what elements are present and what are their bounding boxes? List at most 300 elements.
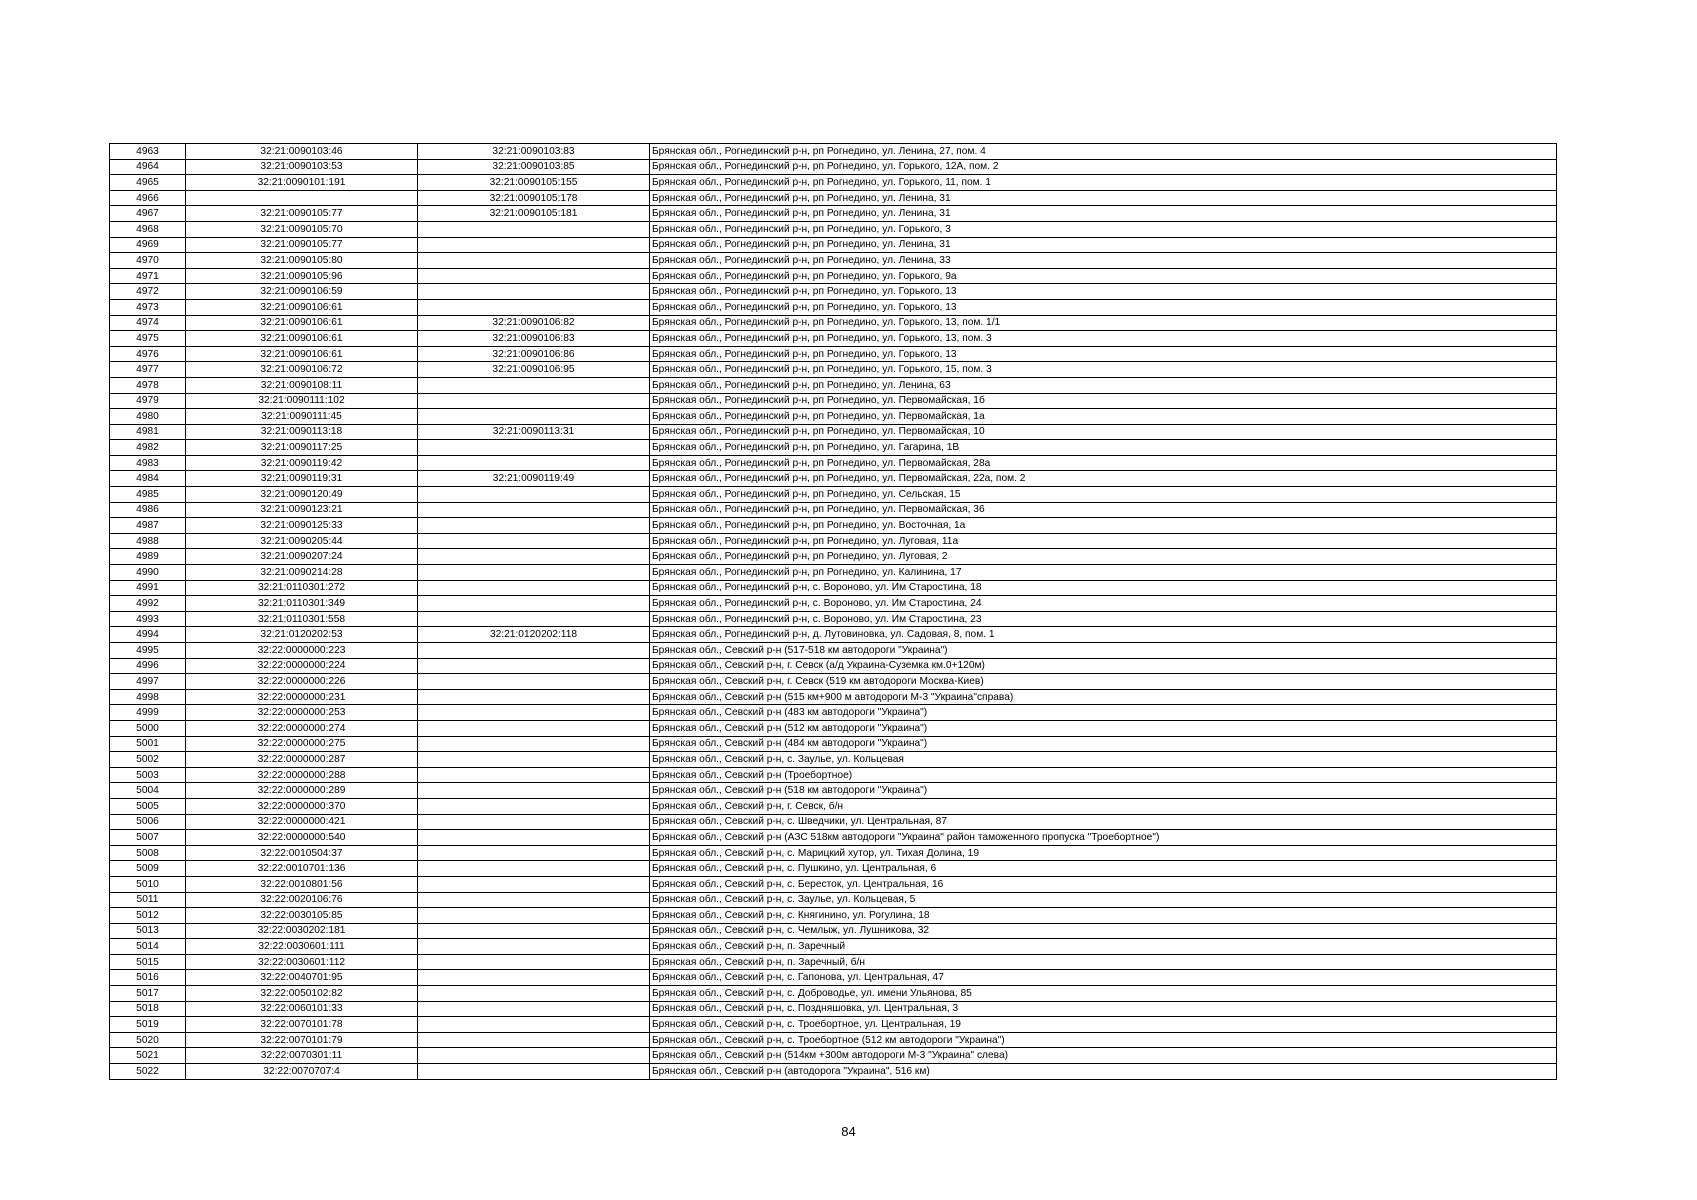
address-cell: Брянская обл., Рогнединский р-н, рп Рогнедино, ул. Гагарина, 1В bbox=[650, 440, 1557, 456]
row-number-cell: 4973 bbox=[110, 299, 186, 315]
cadastral-number-cell: 32:21:0090111:102 bbox=[186, 393, 418, 409]
row-number-cell: 4969 bbox=[110, 237, 186, 253]
table-row bbox=[110, 830, 1557, 846]
related-cadastral-number-cell bbox=[418, 658, 650, 674]
address-cell: Брянская обл., Севский р-н, с. Доброводье, ул. имени Ульянова, 85 bbox=[650, 986, 1557, 1002]
address-cell: Брянская обл., Рогнединский р-н, рп Рогнедино, ул. Горького, 12А, пом. 2 bbox=[650, 159, 1557, 175]
cadastral-number-cell: 32:22:0030202:181 bbox=[186, 923, 418, 939]
row-number-cell: 4972 bbox=[110, 284, 186, 300]
row-number-cell: 4967 bbox=[110, 206, 186, 222]
address-cell: Брянская обл., Севский р-н (АЗС 518км автодороги "Украина" район таможенного пропуска "Троебортное") bbox=[650, 830, 1557, 846]
table-row bbox=[110, 892, 1557, 908]
table-row bbox=[110, 159, 1557, 175]
cadastral-number-cell: 32:21:0090101:191 bbox=[186, 175, 418, 191]
row-number-cell: 5021 bbox=[110, 1048, 186, 1064]
address-cell: Брянская обл., Севский р-н (483 км автодороги "Украина") bbox=[650, 705, 1557, 721]
row-number-cell: 4964 bbox=[110, 159, 186, 175]
address-cell: Брянская обл., Рогнединский р-н, рп Рогнедино, ул. Первомайская, 36 bbox=[650, 502, 1557, 518]
related-cadastral-number-cell: 32:21:0090103:83 bbox=[418, 144, 650, 160]
address-cell: Брянская обл., Рогнединский р-н, рп Рогнедино, ул. Ленина, 31 bbox=[650, 237, 1557, 253]
address-cell: Брянская обл., Севский р-н, с. Заулье, ул. Кольцевая, 5 bbox=[650, 892, 1557, 908]
related-cadastral-number-cell bbox=[418, 580, 650, 596]
address-cell: Брянская обл., Рогнединский р-н, рп Рогнедино, ул. Горького, 15, пом. 3 bbox=[650, 362, 1557, 378]
row-number-cell: 5007 bbox=[110, 830, 186, 846]
cadastral-number-cell: 32:21:0090207:24 bbox=[186, 549, 418, 565]
related-cadastral-number-cell bbox=[418, 377, 650, 393]
cadastral-number-cell: 32:21:0090123:21 bbox=[186, 502, 418, 518]
address-cell: Брянская обл., Севский р-н (515 км+900 м автодороги М-3 "Украина"справа) bbox=[650, 689, 1557, 705]
row-number-cell: 4977 bbox=[110, 362, 186, 378]
cadastral-number-cell: 32:21:0090113:18 bbox=[186, 424, 418, 440]
cadastral-number-cell: 32:22:0000000:253 bbox=[186, 705, 418, 721]
row-number-cell: 4971 bbox=[110, 268, 186, 284]
cadastral-number-cell: 32:21:0090106:72 bbox=[186, 362, 418, 378]
address-cell: Брянская обл., Рогнединский р-н, рп Рогнедино, ул. Ленина, 27, пом. 4 bbox=[650, 144, 1557, 160]
related-cadastral-number-cell: 32:21:0090106:83 bbox=[418, 331, 650, 347]
row-number-cell: 4990 bbox=[110, 565, 186, 581]
table-row bbox=[110, 767, 1557, 783]
row-number-cell: 4982 bbox=[110, 440, 186, 456]
table-row bbox=[110, 471, 1557, 487]
table-row bbox=[110, 643, 1557, 659]
table-row bbox=[110, 1048, 1557, 1064]
address-cell: Брянская обл., Рогнединский р-н, рп Рогнедино, ул. Горького, 11, пом. 1 bbox=[650, 175, 1557, 191]
related-cadastral-number-cell bbox=[418, 284, 650, 300]
related-cadastral-number-cell bbox=[418, 518, 650, 534]
address-cell: Брянская обл., Севский р-н (514км +300м автодороги М-3 "Украина" слева) bbox=[650, 1048, 1557, 1064]
table-row bbox=[110, 954, 1557, 970]
row-number-cell: 4976 bbox=[110, 346, 186, 362]
address-cell: Брянская обл., Рогнединский р-н, рп Рогнедино, ул. Восточная, 1а bbox=[650, 518, 1557, 534]
table-row bbox=[110, 736, 1557, 752]
table-row bbox=[110, 206, 1557, 222]
related-cadastral-number-cell bbox=[418, 487, 650, 503]
related-cadastral-number-cell bbox=[418, 830, 650, 846]
table-row bbox=[110, 237, 1557, 253]
address-cell: Брянская обл., Рогнединский р-н, рп Рогнедино, ул. Первомайская, 1б bbox=[650, 393, 1557, 409]
cadastral-number-cell: 32:22:0060101:33 bbox=[186, 1001, 418, 1017]
table-row bbox=[110, 424, 1557, 440]
row-number-cell: 4965 bbox=[110, 175, 186, 191]
related-cadastral-number-cell: 32:21:0090113:31 bbox=[418, 424, 650, 440]
row-number-cell: 4968 bbox=[110, 221, 186, 237]
row-number-cell: 5018 bbox=[110, 1001, 186, 1017]
address-cell: Брянская обл., Севский р-н, п. Заречный bbox=[650, 939, 1557, 955]
cadastral-number-cell: 32:22:0000000:370 bbox=[186, 798, 418, 814]
cadastral-number-cell: 32:21:0110301:558 bbox=[186, 611, 418, 627]
related-cadastral-number-cell bbox=[418, 1064, 650, 1080]
address-cell: Брянская обл., Севский р-н, с. Бересток, ул. Центральная, 16 bbox=[650, 876, 1557, 892]
table-row bbox=[110, 268, 1557, 284]
row-number-cell: 4975 bbox=[110, 331, 186, 347]
related-cadastral-number-cell bbox=[418, 549, 650, 565]
related-cadastral-number-cell bbox=[418, 674, 650, 690]
row-number-cell: 4983 bbox=[110, 455, 186, 471]
cadastral-number-cell: 32:21:0090105:70 bbox=[186, 221, 418, 237]
row-number-cell: 5001 bbox=[110, 736, 186, 752]
related-cadastral-number-cell bbox=[418, 986, 650, 1002]
cadastral-number-cell: 32:22:0000000:223 bbox=[186, 643, 418, 659]
related-cadastral-number-cell: 32:21:0090106:86 bbox=[418, 346, 650, 362]
related-cadastral-number-cell bbox=[418, 1032, 650, 1048]
cadastral-number-cell: 32:21:0090105:77 bbox=[186, 206, 418, 222]
related-cadastral-number-cell bbox=[418, 923, 650, 939]
table-row bbox=[110, 221, 1557, 237]
row-number-cell: 4981 bbox=[110, 424, 186, 440]
address-cell: Брянская обл., Рогнединский р-н, рп Рогнедино, ул. Первомайская, 28а bbox=[650, 455, 1557, 471]
table-row bbox=[110, 674, 1557, 690]
cadastral-number-cell: 32:21:0090103:46 bbox=[186, 144, 418, 160]
related-cadastral-number-cell bbox=[418, 221, 650, 237]
row-number-cell: 5000 bbox=[110, 720, 186, 736]
related-cadastral-number-cell bbox=[418, 533, 650, 549]
cadastral-number-cell: 32:21:0090117:25 bbox=[186, 440, 418, 456]
related-cadastral-number-cell bbox=[418, 237, 650, 253]
related-cadastral-number-cell bbox=[418, 502, 650, 518]
related-cadastral-number-cell bbox=[418, 892, 650, 908]
table-row bbox=[110, 455, 1557, 471]
cadastral-number-cell: 32:21:0090106:61 bbox=[186, 331, 418, 347]
related-cadastral-number-cell bbox=[418, 611, 650, 627]
page-number: 84 bbox=[841, 1124, 856, 1139]
related-cadastral-number-cell bbox=[418, 767, 650, 783]
row-number-cell: 4966 bbox=[110, 190, 186, 206]
address-cell: Брянская обл., Рогнединский р-н, рп Рогнедино, ул. Ленина, 63 bbox=[650, 377, 1557, 393]
related-cadastral-number-cell bbox=[418, 876, 650, 892]
registry-table bbox=[109, 143, 1557, 1080]
address-cell: Брянская обл., Рогнединский р-н, д. Лутовиновка, ул. Садовая, 8, пом. 1 bbox=[650, 627, 1557, 643]
row-number-cell: 4974 bbox=[110, 315, 186, 331]
cadastral-number-cell: 32:21:0090119:31 bbox=[186, 471, 418, 487]
address-cell: Брянская обл., Рогнединский р-н, рп Рогнедино, ул. Горького, 13, пом. 1/1 bbox=[650, 315, 1557, 331]
cadastral-number-cell: 32:22:0000000:226 bbox=[186, 674, 418, 690]
address-cell: Брянская обл., Севский р-н, с. Княгинино, ул. Рогулина, 18 bbox=[650, 908, 1557, 924]
row-number-cell: 4963 bbox=[110, 144, 186, 160]
cadastral-number-cell: 32:21:0090103:53 bbox=[186, 159, 418, 175]
address-cell: Брянская обл., Севский р-н, с. Заулье, ул. Кольцевая bbox=[650, 752, 1557, 768]
address-cell: Брянская обл., Рогнединский р-н, рп Рогнедино, ул. Ленина, 31 bbox=[650, 190, 1557, 206]
related-cadastral-number-cell bbox=[418, 299, 650, 315]
table-row bbox=[110, 1017, 1557, 1033]
table-row bbox=[110, 658, 1557, 674]
cadastral-number-cell: 32:21:0090108:11 bbox=[186, 377, 418, 393]
row-number-cell: 5019 bbox=[110, 1017, 186, 1033]
related-cadastral-number-cell: 32:21:0090119:49 bbox=[418, 471, 650, 487]
cadastral-number-cell: 32:22:0030601:111 bbox=[186, 939, 418, 955]
table-row bbox=[110, 689, 1557, 705]
table-row bbox=[110, 331, 1557, 347]
cadastral-number-cell: 32:21:0090120:49 bbox=[186, 487, 418, 503]
related-cadastral-number-cell bbox=[418, 861, 650, 877]
row-number-cell: 5008 bbox=[110, 845, 186, 861]
row-number-cell: 5011 bbox=[110, 892, 186, 908]
address-cell: Брянская обл., Рогнединский р-н, рп Рогнедино, ул. Горького, 3 bbox=[650, 221, 1557, 237]
row-number-cell: 5014 bbox=[110, 939, 186, 955]
table-row bbox=[110, 346, 1557, 362]
table-row bbox=[110, 502, 1557, 518]
related-cadastral-number-cell bbox=[418, 409, 650, 425]
cadastral-number-cell: 32:22:0000000:274 bbox=[186, 720, 418, 736]
address-cell: Брянская обл., Рогнединский р-н, рп Рогнедино, ул. Горького, 13 bbox=[650, 346, 1557, 362]
cadastral-number-cell: 32:22:0000000:421 bbox=[186, 814, 418, 830]
cadastral-number-cell: 32:22:0000000:275 bbox=[186, 736, 418, 752]
address-cell: Брянская обл., Севский р-н, г. Севск (519 км автодороги Москва-Киев) bbox=[650, 674, 1557, 690]
address-cell: Брянская обл., Севский р-н (518 км автодороги "Украина") bbox=[650, 783, 1557, 799]
cadastral-number-cell: 32:22:0030105:85 bbox=[186, 908, 418, 924]
table-row bbox=[110, 549, 1557, 565]
row-number-cell: 5015 bbox=[110, 954, 186, 970]
address-cell: Брянская обл., Рогнединский р-н, рп Рогнедино, ул. Ленина, 31 bbox=[650, 206, 1557, 222]
row-number-cell: 4970 bbox=[110, 253, 186, 269]
related-cadastral-number-cell bbox=[418, 752, 650, 768]
cadastral-number-cell: 32:22:0000000:289 bbox=[186, 783, 418, 799]
address-cell: Брянская обл., Севский р-н, с. Шведчики, ул. Центральная, 87 bbox=[650, 814, 1557, 830]
table-row bbox=[110, 705, 1557, 721]
table-row bbox=[110, 253, 1557, 269]
table-row bbox=[110, 752, 1557, 768]
row-number-cell: 4984 bbox=[110, 471, 186, 487]
related-cadastral-number-cell bbox=[418, 268, 650, 284]
row-number-cell: 5010 bbox=[110, 876, 186, 892]
address-cell: Брянская обл., Рогнединский р-н, с. Вороново, ул. Им Старостина, 24 bbox=[650, 596, 1557, 612]
row-number-cell: 4991 bbox=[110, 580, 186, 596]
row-number-cell: 5022 bbox=[110, 1064, 186, 1080]
table-row bbox=[110, 565, 1557, 581]
row-number-cell: 4987 bbox=[110, 518, 186, 534]
table-row bbox=[110, 939, 1557, 955]
address-cell: Брянская обл., Севский р-н (512 км автодороги "Украина") bbox=[650, 720, 1557, 736]
related-cadastral-number-cell bbox=[418, 814, 650, 830]
related-cadastral-number-cell bbox=[418, 455, 650, 471]
address-cell: Брянская обл., Севский р-н, с. Марицкий хутор, ул. Тихая Долина, 19 bbox=[650, 845, 1557, 861]
address-cell: Брянская обл., Рогнединский р-н, рп Рогнедино, ул. Горького, 13, пом. 3 bbox=[650, 331, 1557, 347]
row-number-cell: 4986 bbox=[110, 502, 186, 518]
table-row bbox=[110, 1032, 1557, 1048]
table-row bbox=[110, 518, 1557, 534]
table-row bbox=[110, 861, 1557, 877]
related-cadastral-number-cell bbox=[418, 720, 650, 736]
cadastral-number-cell: 32:21:0090106:61 bbox=[186, 299, 418, 315]
cadastral-number-cell: 32:22:0010801:56 bbox=[186, 876, 418, 892]
cadastral-number-cell: 32:21:0090119:42 bbox=[186, 455, 418, 471]
cadastral-number-cell: 32:21:0090105:96 bbox=[186, 268, 418, 284]
address-cell: Брянская обл., Севский р-н, с. Поздняшовка, ул. Центральная, 3 bbox=[650, 1001, 1557, 1017]
address-cell: Брянская обл., Рогнединский р-н, с. Вороново, ул. Им Старостина, 23 bbox=[650, 611, 1557, 627]
address-cell: Брянская обл., Севский р-н, г. Севск (а/д Украина-Суземка км.0+120м) bbox=[650, 658, 1557, 674]
cadastral-number-cell: 32:21:0090106:61 bbox=[186, 315, 418, 331]
table-row bbox=[110, 315, 1557, 331]
address-cell: Брянская обл., Рогнединский р-н, рп Рогнедино, ул. Первомайская, 1а bbox=[650, 409, 1557, 425]
cadastral-number-cell: 32:22:0020106:76 bbox=[186, 892, 418, 908]
row-number-cell: 4988 bbox=[110, 533, 186, 549]
address-cell: Брянская обл., Севский р-н, с. Пушкино, ул. Центральная, 6 bbox=[650, 861, 1557, 877]
related-cadastral-number-cell: 32:21:0090106:95 bbox=[418, 362, 650, 378]
address-cell: Брянская обл., Рогнединский р-н, рп Рогнедино, ул. Горького, 9а bbox=[650, 268, 1557, 284]
related-cadastral-number-cell: 32:21:0090103:85 bbox=[418, 159, 650, 175]
table-row bbox=[110, 783, 1557, 799]
row-number-cell: 5017 bbox=[110, 986, 186, 1002]
related-cadastral-number-cell bbox=[418, 393, 650, 409]
address-cell: Брянская обл., Севский р-н, с. Троебортное (512 км автодороги "Украина") bbox=[650, 1032, 1557, 1048]
address-cell: Брянская обл., Севский р-н (автодорога "Украина", 516 км) bbox=[650, 1064, 1557, 1080]
cadastral-number-cell: 32:21:0110301:272 bbox=[186, 580, 418, 596]
table-row bbox=[110, 299, 1557, 315]
table-row bbox=[110, 845, 1557, 861]
cadastral-number-cell: 32:22:0070101:79 bbox=[186, 1032, 418, 1048]
cadastral-number-cell: 32:21:0090105:80 bbox=[186, 253, 418, 269]
cadastral-number-cell: 32:22:0010504:37 bbox=[186, 845, 418, 861]
address-cell: Брянская обл., Рогнединский р-н, рп Рогнедино, ул. Горького, 13 bbox=[650, 284, 1557, 300]
related-cadastral-number-cell bbox=[418, 954, 650, 970]
table-row bbox=[110, 362, 1557, 378]
table-row bbox=[110, 1001, 1557, 1017]
table-row bbox=[110, 487, 1557, 503]
related-cadastral-number-cell bbox=[418, 845, 650, 861]
table-row bbox=[110, 720, 1557, 736]
related-cadastral-number-cell bbox=[418, 565, 650, 581]
address-cell: Брянская обл., Севский р-н (517-518 км автодороги "Украина") bbox=[650, 643, 1557, 659]
related-cadastral-number-cell bbox=[418, 798, 650, 814]
row-number-cell: 5002 bbox=[110, 752, 186, 768]
cadastral-number-cell: 32:22:0000000:540 bbox=[186, 830, 418, 846]
cadastral-number-cell: 32:22:0000000:224 bbox=[186, 658, 418, 674]
row-number-cell: 5013 bbox=[110, 923, 186, 939]
row-number-cell: 4978 bbox=[110, 377, 186, 393]
related-cadastral-number-cell bbox=[418, 1017, 650, 1033]
related-cadastral-number-cell: 32:21:0120202:118 bbox=[418, 627, 650, 643]
table-row bbox=[110, 596, 1557, 612]
address-cell: Брянская обл., Рогнединский р-н, рп Рогнедино, ул. Первомайская, 10 bbox=[650, 424, 1557, 440]
row-number-cell: 4985 bbox=[110, 487, 186, 503]
cadastral-number-cell: 32:21:0090106:59 bbox=[186, 284, 418, 300]
row-number-cell: 5005 bbox=[110, 798, 186, 814]
related-cadastral-number-cell bbox=[418, 596, 650, 612]
row-number-cell: 4992 bbox=[110, 596, 186, 612]
address-cell: Брянская обл., Рогнединский р-н, рп Рогнедино, ул. Луговая, 11а bbox=[650, 533, 1557, 549]
table-row bbox=[110, 798, 1557, 814]
row-number-cell: 4995 bbox=[110, 643, 186, 659]
cadastral-number-cell: 32:22:0050102:82 bbox=[186, 986, 418, 1002]
cadastral-number-cell: 32:21:0110301:349 bbox=[186, 596, 418, 612]
related-cadastral-number-cell bbox=[418, 253, 650, 269]
related-cadastral-number-cell: 32:21:0090106:82 bbox=[418, 315, 650, 331]
table-row bbox=[110, 908, 1557, 924]
cadastral-number-cell: 32:22:0070301:11 bbox=[186, 1048, 418, 1064]
related-cadastral-number-cell: 32:21:0090105:155 bbox=[418, 175, 650, 191]
related-cadastral-number-cell bbox=[418, 440, 650, 456]
row-number-cell: 5012 bbox=[110, 908, 186, 924]
table-row bbox=[110, 440, 1557, 456]
address-cell: Брянская обл., Севский р-н, п. Заречный, б/н bbox=[650, 954, 1557, 970]
address-cell: Брянская обл., Севский р-н (484 км автодороги "Украина") bbox=[650, 736, 1557, 752]
cadastral-number-cell: 32:22:0010701:136 bbox=[186, 861, 418, 877]
address-cell: Брянская обл., Севский р-н, с. Гапонова, ул. Центральная, 47 bbox=[650, 970, 1557, 986]
related-cadastral-number-cell: 32:21:0090105:178 bbox=[418, 190, 650, 206]
cadastral-number-cell: 32:21:0090105:77 bbox=[186, 237, 418, 253]
cadastral-number-cell: 32:21:0090205:44 bbox=[186, 533, 418, 549]
row-number-cell: 5009 bbox=[110, 861, 186, 877]
cadastral-number-cell: 32:21:0090214:28 bbox=[186, 565, 418, 581]
address-cell: Брянская обл., Рогнединский р-н, рп Рогнедино, ул. Первомайская, 22а, пом. 2 bbox=[650, 471, 1557, 487]
row-number-cell: 4999 bbox=[110, 705, 186, 721]
table-row bbox=[110, 923, 1557, 939]
row-number-cell: 5020 bbox=[110, 1032, 186, 1048]
related-cadastral-number-cell bbox=[418, 939, 650, 955]
table-row bbox=[110, 393, 1557, 409]
related-cadastral-number-cell bbox=[418, 705, 650, 721]
row-number-cell: 4980 bbox=[110, 409, 186, 425]
cadastral-number-cell: 32:22:0070707:4 bbox=[186, 1064, 418, 1080]
row-number-cell: 5006 bbox=[110, 814, 186, 830]
address-cell: Брянская обл., Рогнединский р-н, рп Рогнедино, ул. Горького, 13 bbox=[650, 299, 1557, 315]
related-cadastral-number-cell bbox=[418, 1048, 650, 1064]
table-row bbox=[110, 144, 1557, 160]
cadastral-number-cell: 32:22:0070101:78 bbox=[186, 1017, 418, 1033]
cadastral-number-cell: 32:22:0000000:287 bbox=[186, 752, 418, 768]
row-number-cell: 4993 bbox=[110, 611, 186, 627]
table-row bbox=[110, 284, 1557, 300]
address-cell: Брянская обл., Рогнединский р-н, рп Рогнедино, ул. Сельская, 15 bbox=[650, 487, 1557, 503]
related-cadastral-number-cell bbox=[418, 736, 650, 752]
address-cell: Брянская обл., Севский р-н, с. Чемлыж, ул. Лушникова, 32 bbox=[650, 923, 1557, 939]
related-cadastral-number-cell: 32:21:0090105:181 bbox=[418, 206, 650, 222]
cadastral-number-cell: 32:21:0090125:33 bbox=[186, 518, 418, 534]
cadastral-number-cell: 32:21:0090111:45 bbox=[186, 409, 418, 425]
row-number-cell: 4979 bbox=[110, 393, 186, 409]
row-number-cell: 4994 bbox=[110, 627, 186, 643]
table-row bbox=[110, 1064, 1557, 1080]
cadastral-number-cell: 32:21:0090106:61 bbox=[186, 346, 418, 362]
row-number-cell: 4997 bbox=[110, 674, 186, 690]
table-row bbox=[110, 876, 1557, 892]
address-cell: Брянская обл., Севский р-н, с. Троебортное, ул. Центральная, 19 bbox=[650, 1017, 1557, 1033]
table-row bbox=[110, 627, 1557, 643]
related-cadastral-number-cell bbox=[418, 643, 650, 659]
address-cell: Брянская обл., Рогнединский р-н, с. Вороново, ул. Им Старостина, 18 bbox=[650, 580, 1557, 596]
table-row bbox=[110, 377, 1557, 393]
address-cell: Брянская обл., Рогнединский р-н, рп Рогнедино, ул. Калинина, 17 bbox=[650, 565, 1557, 581]
related-cadastral-number-cell bbox=[418, 689, 650, 705]
cadastral-number-cell: 32:21:0120202:53 bbox=[186, 627, 418, 643]
cadastral-number-cell: 32:22:0030601:112 bbox=[186, 954, 418, 970]
related-cadastral-number-cell bbox=[418, 783, 650, 799]
related-cadastral-number-cell bbox=[418, 908, 650, 924]
table-row bbox=[110, 175, 1557, 191]
row-number-cell: 5003 bbox=[110, 767, 186, 783]
address-cell: Брянская обл., Севский р-н, г. Севск, б/н bbox=[650, 798, 1557, 814]
address-cell: Брянская обл., Севский р-н (Троебортное) bbox=[650, 767, 1557, 783]
table-row bbox=[110, 533, 1557, 549]
table-row bbox=[110, 190, 1557, 206]
row-number-cell: 4996 bbox=[110, 658, 186, 674]
table-row bbox=[110, 611, 1557, 627]
row-number-cell: 4989 bbox=[110, 549, 186, 565]
table-row bbox=[110, 580, 1557, 596]
row-number-cell: 5016 bbox=[110, 970, 186, 986]
cadastral-number-cell: 32:22:0000000:288 bbox=[186, 767, 418, 783]
related-cadastral-number-cell bbox=[418, 970, 650, 986]
cadastral-number-cell: 32:22:0040701:95 bbox=[186, 970, 418, 986]
address-cell: Брянская обл., Рогнединский р-н, рп Рогнедино, ул. Луговая, 2 bbox=[650, 549, 1557, 565]
registry-table-body bbox=[110, 144, 1557, 1080]
table-row bbox=[110, 986, 1557, 1002]
table-row bbox=[110, 814, 1557, 830]
related-cadastral-number-cell bbox=[418, 1001, 650, 1017]
address-cell: Брянская обл., Рогнединский р-н, рп Рогнедино, ул. Ленина, 33 bbox=[650, 253, 1557, 269]
table-row bbox=[110, 409, 1557, 425]
cadastral-number-cell bbox=[186, 190, 418, 206]
cadastral-number-cell: 32:22:0000000:231 bbox=[186, 689, 418, 705]
